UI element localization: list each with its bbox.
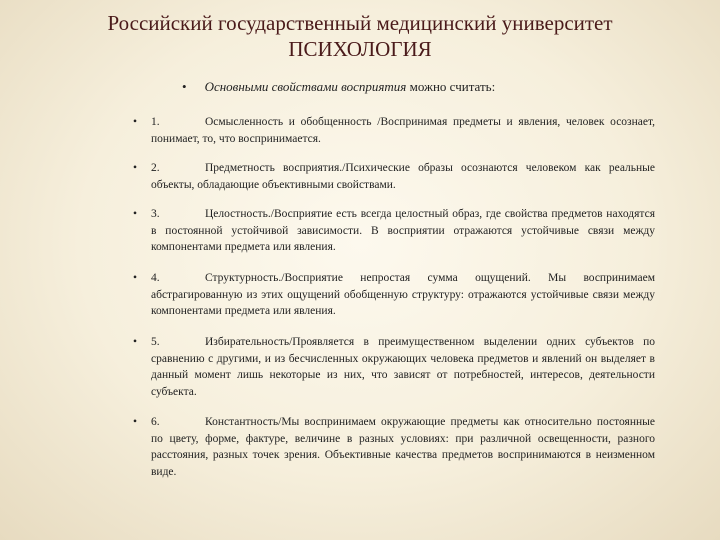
bullet-icon: • (133, 116, 138, 128)
list-item (133, 270, 655, 320)
item-number: 4. (151, 272, 160, 284)
item-number: 2. (151, 162, 160, 174)
slide-title (0, 10, 720, 62)
title-subject: ПСИХОЛОГИЯ (288, 37, 432, 61)
list-item (133, 334, 655, 400)
list-item (133, 414, 655, 480)
item-text: Целостность./Восприятие есть всегда целостный образ, где свойства предметов находятся в постоянной устойчивой зависимости. В восприятии отражаются устойчивые связи между компонентами предмета или явления. (151, 208, 655, 253)
list-item (133, 160, 655, 193)
bullet-icon: • (133, 162, 138, 174)
bullet-icon: • (182, 79, 187, 94)
bullet-icon: • (133, 208, 138, 220)
bullet-icon: • (133, 416, 138, 428)
item-number: 3. (151, 208, 160, 220)
item-number: 1. (151, 116, 160, 128)
title-university: Российский государственный медицинский университет (107, 11, 613, 35)
list-item (133, 206, 655, 256)
item-number: 6. (151, 416, 160, 428)
item-text: Структурность./Восприятие непростая сумма ощущений. Мы воспринимаем абстрагированную из этих ощущений обобщенную структуру: отражаются устойчивые связи между компонентами предмета или явления. (151, 272, 655, 317)
intro-rest: можно считать: (406, 79, 496, 94)
item-text: Константность/Мы воспринимаем окружающие предметы как относительно постоянные по цвету, форме, фактуре, величине в разных условиях: при различной освещенности, разного расстояния, разных точек зрения. Объективные качества предметов воспринимаются в неизменном виде. (151, 416, 655, 478)
bullet-icon: • (133, 336, 138, 348)
list-item (133, 114, 655, 147)
bullet-icon: • (133, 272, 138, 284)
item-text: Предметность восприятия./Психические образы осознаются человеком как реальные объекты, обладающие объективными свойствами. (151, 162, 655, 191)
intro-line (182, 79, 495, 95)
intro-emphasis: Основными свойствами восприятия (204, 79, 407, 94)
item-number: 5. (151, 336, 160, 348)
item-text: Избирательность/Проявляется в преимущественном выделении одних субъектов по сравнению с другими, и из бесчисленных окружающих человека предметов и явлений он выделяет в данный момент лишь некоторые из них, что зависят от потребностей, интересов, деятельности субъекта. (151, 336, 655, 398)
item-text: Осмысленность и обобщенность /Воспринимая предметы и явления, человек осознает, понимает, то, что воспринимается. (151, 116, 655, 145)
